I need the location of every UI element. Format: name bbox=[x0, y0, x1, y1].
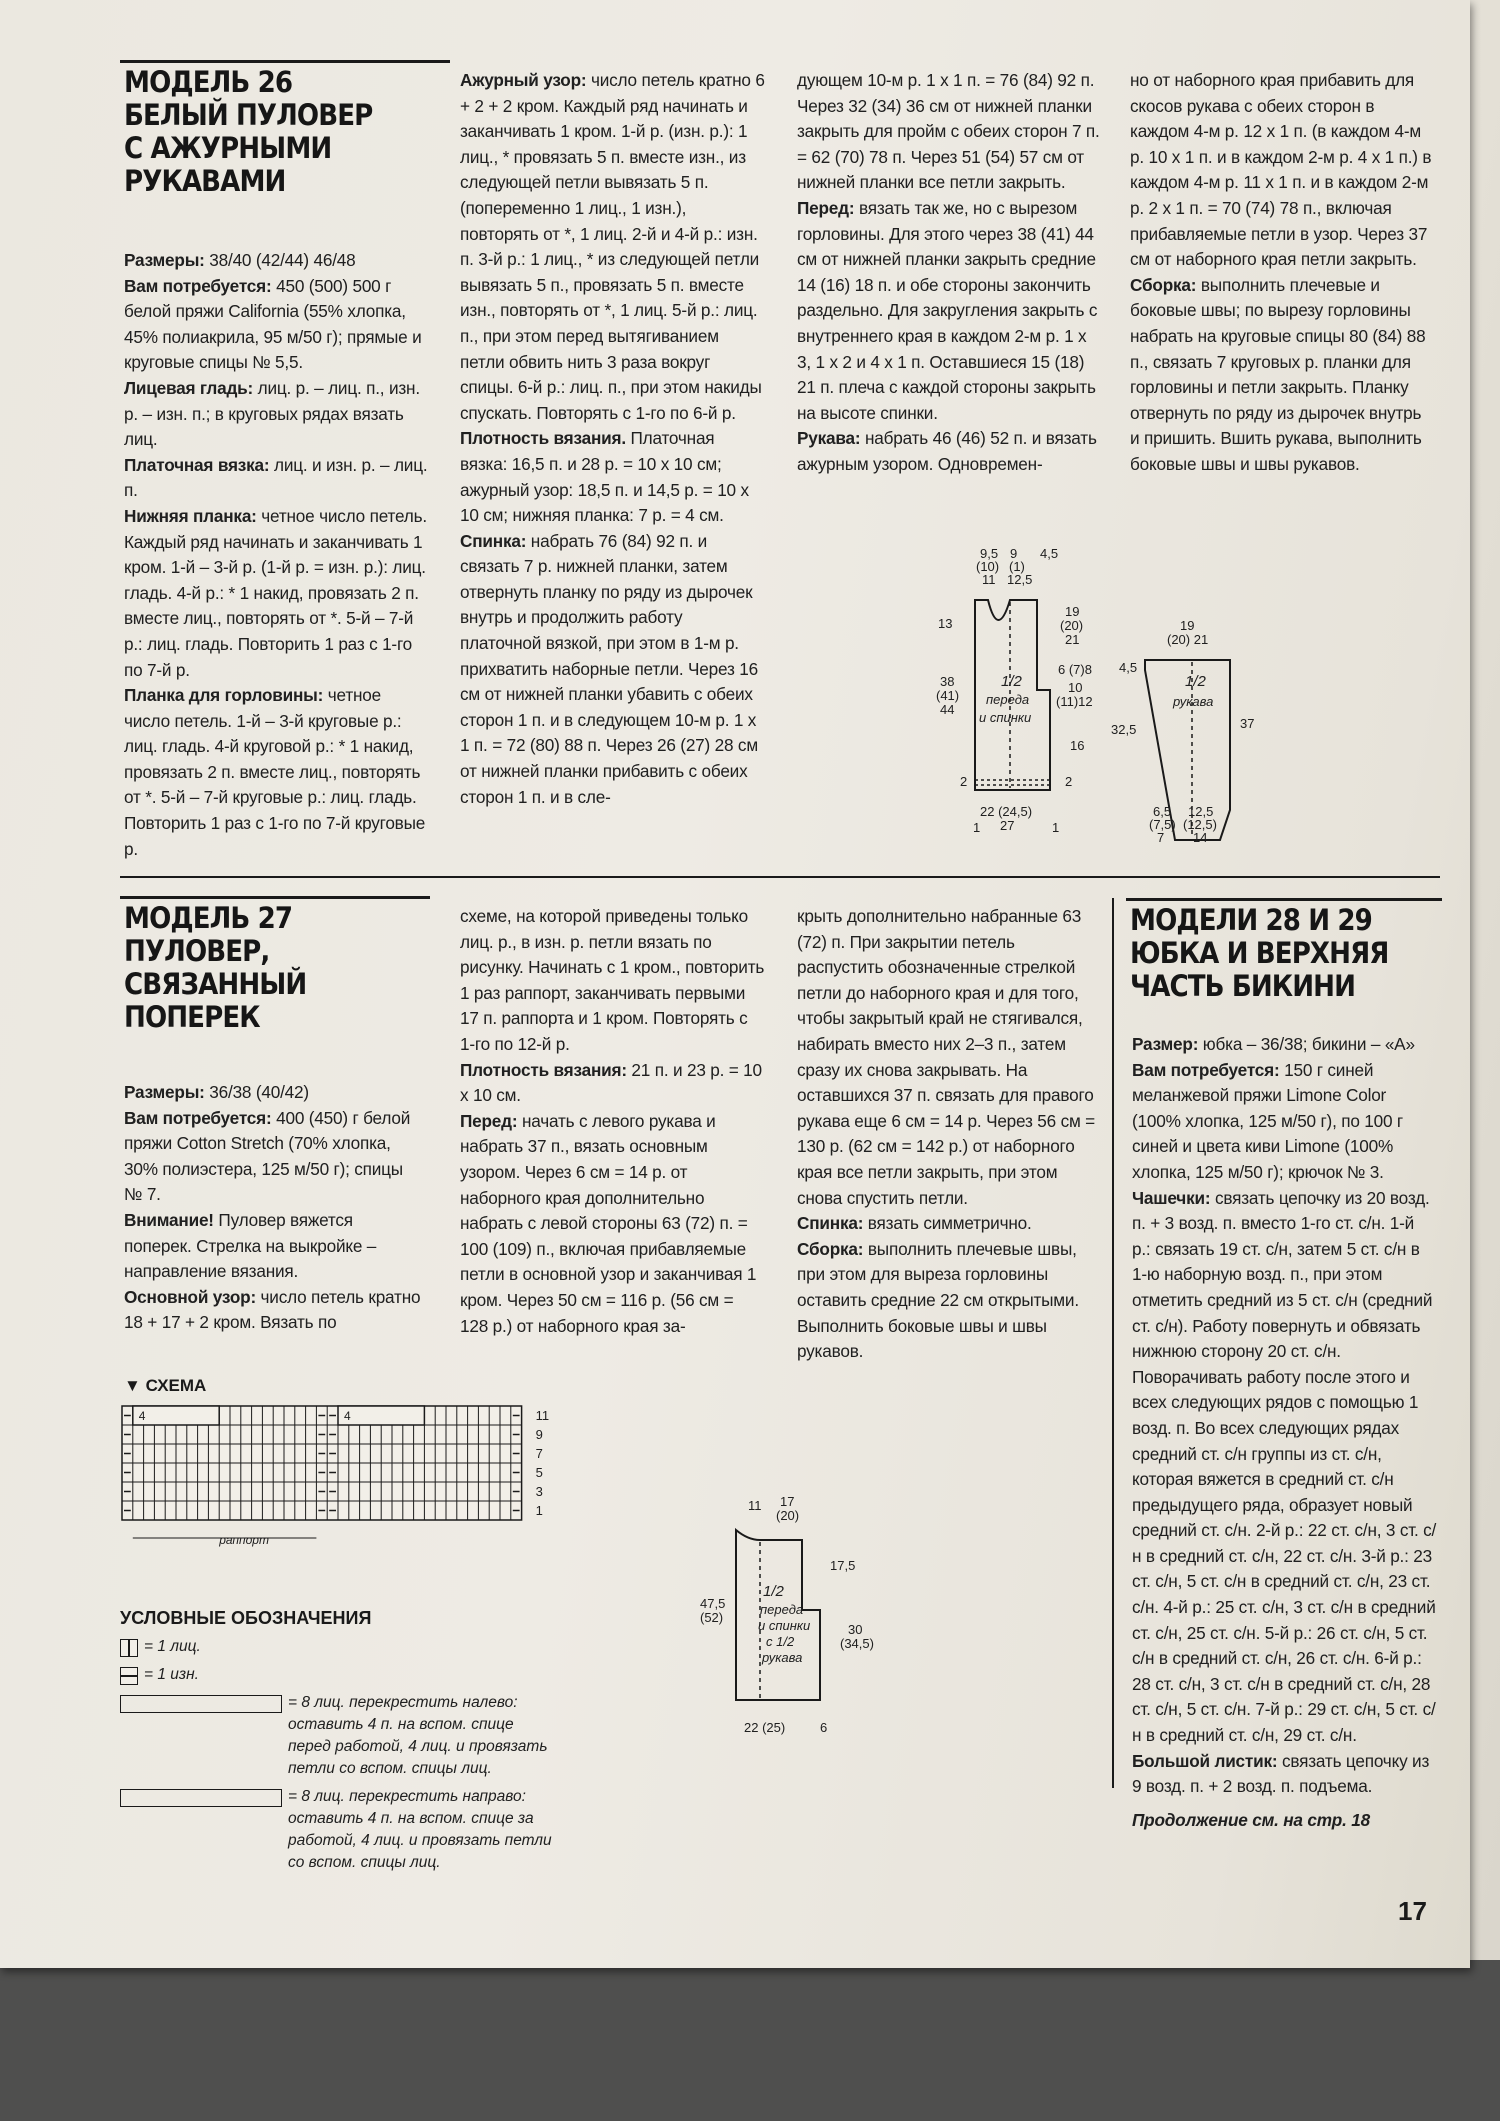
dim-label: (12,5) bbox=[1183, 817, 1217, 832]
legend-item bbox=[120, 1664, 560, 1686]
paragraph bbox=[1132, 1032, 1437, 1058]
m26-column-2 bbox=[460, 68, 765, 810]
paragraph-heading: Ажурный узор: bbox=[460, 70, 587, 90]
piece-label: 1/2 bbox=[1001, 673, 1022, 690]
piece-label: рукава bbox=[762, 1650, 803, 1665]
paragraph-text: дующем 10-м р. 1 x 1 п. = 76 (84) 92 п. Через 32 (34) 36 см от нижней планки закрыть для пройм с обеих сторон 7 п. = 62 (70) 78 п. Через 51 (54) 57 см от нижней планки все петли закрыть. bbox=[797, 70, 1100, 193]
paragraph bbox=[797, 68, 1102, 196]
cable-cross-symbol bbox=[338, 1406, 424, 1425]
paragraph-text: начать с левого рукава и набрать 37 п., вязать основным узором. Через 6 см = 14 р. от наборного края дополнительно набрать с левой стороны 63 (72) п. = 100 (109) п., включая прибавляемые петли в основной узор и заканчивая 1 кром. Через 50 см = 116 р. (56 см = 128 р.) от наборного края за- bbox=[460, 1110, 757, 1336]
legend-text: = 8 лиц. перекрестить направо: оставить 4 п. на вспом. спице за работой, 4 лиц. и провязать петли со вспом. спицы лиц. bbox=[288, 1788, 552, 1871]
title-line: ЧАСТЬ БИКИНИ bbox=[1130, 969, 1356, 1003]
paragraph-heading: Рукава: bbox=[797, 428, 861, 449]
paragraph-text: набрать 76 (84) 92 п. и связать 7 р. нижней планки, затем отвернуть планку по ряду из дырочек внутрь и продолжить работу платочной вязкой, при этом в 1-м р. прихватить наборные петли. Через 16 см от нижней планки убавить с обеих сторон 1 п. и в следующем 10-м р. 1 x 1 п. = 72 (80) 88 п. Через 26 (27) 28 см от нижней планки прибавить с обеих сторон 1 п. и в сле- bbox=[460, 530, 758, 807]
row-number: 7 bbox=[535, 1446, 543, 1461]
paragraph-text: 400 (450) г белой пряжи Cotton Stretch (70% хлопка, 30% полиэстера, 125 м/50 г); спицы № 7. bbox=[124, 1107, 411, 1205]
piece-label: с 1/2 bbox=[766, 1634, 795, 1649]
paragraph-heading: Плотность вязания: bbox=[460, 1059, 627, 1080]
dim-label: 7 bbox=[1157, 830, 1165, 845]
dim-label: 27 bbox=[1000, 818, 1015, 833]
dim-label: 4,5 bbox=[1119, 660, 1138, 675]
paragraph-heading: Спинка: bbox=[797, 1213, 864, 1234]
paragraph bbox=[1132, 1058, 1437, 1186]
chart-title bbox=[124, 1376, 206, 1396]
paragraph-text: лиц. р. – лиц. п., изн. р. – изн. п.; в круговых рядах вязать лиц. bbox=[124, 377, 420, 450]
dim-label: (20) bbox=[776, 1508, 800, 1523]
dim-label: (34,5) bbox=[840, 1636, 874, 1651]
paragraph-text: число петель кратно 6 + 2 + 2 кром. Каждый ряд начинать и заканчивать 1 кром. 1-й р. (изн. р.): 1 лиц., * провязать 5 п. вместе изн., из следующей петли вывязать 5 п. (попеременно 1 лиц., 1 изн.), повторять от *, 1 лиц. 2-й и 4-й р.: изн. п. 3-й р.: 1 лиц., * из следующей петли вывязать 5 п., провязать 5 п. вместе изн., повторять от *, 1 лиц. 5-й р.: лиц. п., при этом перед вытягиванием петли обвить нить 3 раза вокруг спицы. 6-й р.: лиц. п., при этом накиды спускать. Повторять с 1-го по 6-й р. bbox=[460, 70, 765, 423]
piece-label: и спинки bbox=[758, 1618, 811, 1633]
paragraph-heading: Большой листик: bbox=[1132, 1750, 1278, 1771]
paragraph-heading: Внимание! bbox=[124, 1209, 214, 1230]
piece-label: 1/2 bbox=[763, 1583, 784, 1600]
model-27-title bbox=[124, 902, 306, 1034]
sleeve-pattern-diagram bbox=[1105, 610, 1285, 850]
dim-label: 47,5 bbox=[700, 1596, 726, 1611]
dim-label: 13 bbox=[938, 616, 953, 631]
knitting-chart bbox=[120, 1402, 560, 1572]
dim-label: (52) bbox=[700, 1610, 724, 1625]
paragraph-text: связать цепочку из 20 возд. п. + 3 возд. п. вместо 1-го ст. с/н. 1-й р.: связать 19 ст. с/н, затем 5 ст. с/н в 1-ю наборную возд. п., при этом отметить средний из 5 ст. с/н (средний ст. с/н). Работу повернуть и обвязать нижнюю сторону 20 ст. с/н. Поворачивать работу после этого и всех следующих рядов с помощью 1 возд. п. Во всех следующих рядах средний ст. с/н группы из ст. с/н, которая вяжется в средний ст. с/н предыдущего ряда, образует новый средний ст. с/н. 2-й р.: 22 ст. с/н, 3 ст. с/н в средний ст. с/н, 22 ст. с/н. 3-й р.: 23 ст. с/н, 5 ст. с/н в средний ст. с/н, 23 ст. с/н. 4-й р.: 25 ст. с/н, 3 ст. с/н в средний ст. с/н, 25 ст. с/н. 5-й р.: 26 ст. с/н, 5 ст. с/н в средний ст. с/н, 26 ст. с/н. 6-й р.: 28 ст. с/н, 3 ст. с/н в средний ст. с/н, 28 ст. с/н, 5 ст. с/н. 7-й р.: 29 ст. с/н, 5 ст. с/н в средний ст. с/н, 29 ст. с/н. bbox=[1132, 1187, 1437, 1746]
paragraph-heading: Планка для горловины: bbox=[124, 685, 324, 706]
paragraph bbox=[1130, 68, 1435, 273]
paragraph-text: четное число петель. Каждый ряд начинать и заканчивать 1 кром. 1-й – 3-й р. (1-й р. = изн. р.): лиц. гладь. 4-й р.: * 1 накид, провязать 2 п. вместе лиц., повторять от *. 5-й – 7-й р.: лиц. гладь. Повторить 1 раз с 1-го по 7-й р. bbox=[124, 505, 427, 680]
dim-label: 12,5 bbox=[1007, 572, 1033, 587]
title-line: МОДЕЛЬ 26 bbox=[124, 65, 293, 99]
m28-column bbox=[1132, 1032, 1437, 1800]
paragraph bbox=[460, 904, 765, 1058]
paragraph bbox=[124, 274, 428, 376]
cable-cross-symbol bbox=[133, 1406, 219, 1425]
title-rule bbox=[120, 896, 430, 899]
cable-count: 4 bbox=[138, 1409, 146, 1423]
dim-label: (1) bbox=[1009, 559, 1025, 574]
paragraph-heading: Сборка: bbox=[797, 1238, 864, 1259]
dim-label: 2 bbox=[960, 774, 968, 789]
dim-label: 19 bbox=[1065, 604, 1080, 619]
column-rule bbox=[1112, 898, 1114, 1788]
paragraph-heading: Размеры: bbox=[124, 250, 205, 270]
paragraph-text: Пуловер вяжется поперек. Стрелка на выкройке – направление вязания. bbox=[124, 1209, 377, 1282]
paragraph bbox=[124, 504, 428, 683]
row-number: 3 bbox=[535, 1484, 543, 1499]
paragraph-heading: Спинка: bbox=[460, 530, 527, 551]
dim-label: 22 (25) bbox=[744, 1720, 786, 1735]
paragraph bbox=[124, 1208, 424, 1285]
legend-title: УСЛОВНЫЕ ОБОЗНАЧЕНИЯ bbox=[120, 1608, 372, 1628]
dim-label: 12,5 bbox=[1188, 804, 1214, 819]
dim-label: 37 bbox=[1240, 716, 1255, 731]
dim-label: 6 bbox=[820, 1720, 828, 1735]
piece-label: 1/2 bbox=[1185, 673, 1206, 690]
paragraph-heading: Лицевая гладь: bbox=[124, 377, 254, 398]
paragraph bbox=[124, 1285, 424, 1336]
legend-list bbox=[120, 1636, 560, 1880]
knit-symbol-icon bbox=[120, 1639, 138, 1657]
paragraph bbox=[124, 1080, 424, 1106]
paragraph bbox=[460, 426, 765, 528]
paragraph-heading: Размеры: bbox=[124, 1082, 205, 1102]
dim-label: 17,5 bbox=[830, 1558, 856, 1573]
piece-label: рукава bbox=[1173, 694, 1214, 709]
paragraph-heading: Нижняя планка: bbox=[124, 505, 257, 526]
continued-note[interactable]: Продолжение см. на стр. 18 bbox=[1132, 1810, 1370, 1830]
dim-label: 2 bbox=[1065, 774, 1073, 789]
piece-label: и спинки bbox=[979, 710, 1032, 725]
title-line: БЕЛЫЙ ПУЛОВЕР bbox=[124, 98, 373, 132]
dim-label: 9,5 bbox=[980, 546, 999, 561]
paragraph-text: Платочная вязка: 16,5 п. и 28 р. = 10 x 10 см; ажурный узор: 18,5 п. и 14,5 р. = 10 x 10 см; нижняя планка: 7 р. = 4 см. bbox=[460, 428, 749, 526]
paragraph bbox=[797, 904, 1102, 1211]
paragraph-heading: Плотность вязания. bbox=[460, 428, 626, 449]
paragraph bbox=[124, 1106, 424, 1208]
paragraph-text: четное число петель. 1-й – 3-й круговые р.: лиц. гладь. 4-й круговой р.: * 1 накид, провязать 2 п. вместе лиц., повторять от *. 5-й – 7-й круговые р.: лиц. гладь. Повторить 1 раз с 1-го по 7-й круговые р. bbox=[124, 685, 426, 859]
title-line: МОДЕЛЬ 27 bbox=[124, 901, 293, 935]
piece-label: переда bbox=[986, 692, 1030, 707]
model-26-title bbox=[124, 66, 372, 198]
paragraph-text: 38/40 (42/44) 46/48 bbox=[204, 250, 356, 270]
legend-item bbox=[120, 1692, 560, 1780]
paragraph-heading: Чашечки: bbox=[1132, 1187, 1211, 1208]
paragraph bbox=[124, 683, 428, 862]
dim-label: 44 bbox=[940, 702, 955, 717]
model-28-29-title bbox=[1130, 904, 1388, 1003]
legend-text: = 1 изн. bbox=[144, 1666, 199, 1683]
dim-label: 30 bbox=[848, 1622, 863, 1637]
m26-column-4 bbox=[1130, 68, 1435, 478]
paragraph bbox=[124, 248, 428, 274]
cable-count: 4 bbox=[344, 1409, 351, 1423]
dim-label: 1 bbox=[973, 820, 981, 835]
title-line: СВЯЗАННЫЙ bbox=[124, 967, 307, 1001]
dim-label: 6,5 bbox=[1153, 804, 1172, 819]
dim-label: 17 bbox=[780, 1494, 795, 1509]
paragraph bbox=[1130, 273, 1435, 478]
right-symbol-icon bbox=[120, 1789, 282, 1807]
m27-column-1 bbox=[124, 1080, 424, 1336]
purl-symbol-icon bbox=[120, 1667, 138, 1685]
title-line: С АЖУРНЫМИ bbox=[124, 131, 332, 165]
arrow-down-icon: ▼ bbox=[124, 1376, 141, 1395]
paragraph bbox=[797, 1237, 1102, 1365]
m27-column-3 bbox=[797, 904, 1102, 1365]
dim-label: 38 bbox=[940, 674, 955, 689]
legend-text: = 8 лиц. перекрестить налево: оставить 4 п. на вспом. спице перед работой, 4 лиц. и провязать петли со вспом. спицы лиц. bbox=[288, 1694, 548, 1777]
paragraph-text: но от наборного края прибавить для скосов рукава с обеих сторон в каждом 4-м р. 12 x 1 п. (в каждом 4-м р. 10 x 1 п. и в каждом 2-м р. 4 x 1 п.) в каждом 4-м р. 11 x 1 п. и в каждом 2-м р. 2 x 1 п. = 70 (74) 78 п., включая прибавляемые петли в узор. Через 37 см от наборного края петли закрыть. bbox=[1130, 70, 1432, 270]
title-rule bbox=[120, 60, 450, 63]
dim-label: 16 bbox=[1070, 738, 1085, 753]
paragraph bbox=[460, 1058, 765, 1109]
title-line: РУКАВАМИ bbox=[124, 164, 286, 198]
paragraph-text: юбка – 36/38; бикини – «А» bbox=[1198, 1034, 1415, 1054]
row-number: 11 bbox=[535, 1408, 550, 1423]
paragraph-text: 450 (500) 500 г белой пряжи California (55% хлопка, 45% полиакрила, 95 м/50 г); прямые и круговые спицы № 5,5. bbox=[124, 275, 422, 373]
paragraph-text: 150 г синей меланжевой пряжи Limone Color (100% хлопка, 125 м/50 г), по 100 г синей и цвета киви Limone (100% хлопка, 125 м/50 г); крючок № 3. bbox=[1132, 1059, 1403, 1182]
piece-label: переда bbox=[760, 1602, 804, 1617]
paragraph-text: выполнить плечевые и боковые швы; по вырезу горловины набрать на круговые спицы 80 (84) 88 п., связать 7 круговых р. планки для горловины и петли закрыть. Планку отвернуть по ряду из дырочек внутрь и пришить. Вшить рукава, выполнить боковые швы и швы рукавов. bbox=[1130, 274, 1426, 474]
legend-item bbox=[120, 1786, 560, 1874]
chart-title-text: СХЕМА bbox=[145, 1376, 207, 1395]
paragraph-heading: Вам потребуется: bbox=[124, 275, 272, 296]
paragraph-text: набрать 46 (46) 52 п. и вязать ажурным узором. Одновремен- bbox=[797, 428, 1097, 474]
paragraph-heading: Вам потребуется: bbox=[124, 1107, 272, 1128]
row-number: 1 bbox=[535, 1503, 543, 1518]
m27-column-2 bbox=[460, 904, 765, 1339]
paragraph-heading: Вам потребуется: bbox=[1132, 1059, 1280, 1080]
paragraph bbox=[460, 529, 765, 811]
paragraph bbox=[124, 453, 428, 504]
dim-label: 19 bbox=[1180, 618, 1195, 633]
title-line: ПУЛОВЕР, bbox=[124, 934, 270, 968]
row-number: 5 bbox=[535, 1465, 543, 1480]
dim-label: 21 bbox=[1065, 632, 1080, 647]
row-number: 9 bbox=[535, 1427, 543, 1442]
paragraph bbox=[797, 1211, 1102, 1237]
pullover-pattern-diagram bbox=[700, 1490, 920, 1750]
paragraph bbox=[124, 376, 428, 453]
dim-label: 10 bbox=[1068, 680, 1083, 695]
dim-label: 22 (24,5) bbox=[980, 804, 1033, 819]
m26-column-1 bbox=[124, 248, 428, 862]
dim-label: (11)12 bbox=[1056, 694, 1093, 709]
dim-label: (41) bbox=[936, 688, 960, 703]
dim-label: 9 bbox=[1010, 546, 1018, 561]
dim-label: (10) bbox=[976, 559, 1000, 574]
scan-background bbox=[0, 1960, 1500, 2121]
title-line: ПОПЕРЕК bbox=[124, 1000, 260, 1034]
title-rule bbox=[1126, 898, 1442, 901]
page-number: 17 bbox=[1398, 1896, 1427, 1926]
paragraph-heading: Перед: bbox=[460, 1110, 518, 1131]
paragraph-heading: Сборка: bbox=[1130, 274, 1197, 295]
paragraph-text: связать цепочку из 9 возд. п. + 2 возд. п. подъема. bbox=[1132, 1750, 1430, 1797]
paragraph-heading: Платочная вязка: bbox=[124, 454, 270, 475]
dim-label: 11 bbox=[982, 572, 996, 587]
paragraph-text: вязать симметрично. bbox=[863, 1213, 1032, 1234]
paragraph bbox=[1132, 1749, 1437, 1800]
paragraph bbox=[460, 68, 765, 426]
section-divider bbox=[120, 876, 1440, 878]
dim-label: 4,5 bbox=[1040, 546, 1059, 561]
dim-label: (20) bbox=[1060, 618, 1084, 633]
dim-label: 14 bbox=[1193, 830, 1208, 845]
paragraph-heading: Основной узор: bbox=[124, 1286, 256, 1307]
left-symbol-icon bbox=[120, 1695, 282, 1713]
paragraph-text: 36/38 (40/42) bbox=[204, 1082, 309, 1102]
paragraph bbox=[797, 426, 1102, 477]
dim-label: 11 bbox=[748, 1498, 762, 1513]
dim-label: (20) 21 bbox=[1167, 632, 1209, 647]
legend-item bbox=[120, 1636, 560, 1658]
dim-label: 1 bbox=[1052, 820, 1060, 835]
paragraph bbox=[460, 1109, 765, 1339]
paragraph-text: крыть дополнительно набранные 63 (72) п. При закрытии петель распустить обозначенные стрелкой петли до наборного края и для того, чтобы закрытый край не стягивался, набирать вместо них 2–3 п., затем сразу их снова закрывать. На оставшихся 37 п. связать для правого рукава еще 6 см = 14 р. Через 56 см = 130 р. (62 см = 142 р.) от наборного края все петли закрыть, при этом снова спустить петли. bbox=[797, 906, 1095, 1208]
paragraph-heading: Перед: bbox=[797, 197, 855, 218]
m26-column-3 bbox=[797, 68, 1102, 478]
paragraph-text: лиц. и изн. р. – лиц. п. bbox=[124, 454, 428, 501]
legend-text: = 1 лиц. bbox=[144, 1638, 201, 1655]
dim-label: 6 (7)8 bbox=[1058, 662, 1092, 677]
dim-label: (7,5) bbox=[1149, 817, 1176, 832]
title-line: ЮБКА И ВЕРХНЯЯ bbox=[1130, 936, 1389, 970]
title-line: МОДЕЛИ 28 И 29 bbox=[1130, 903, 1372, 937]
dim-label: 32,5 bbox=[1111, 722, 1137, 737]
repeat-label: раппорт bbox=[219, 1533, 269, 1547]
paragraph-heading: Размер: bbox=[1132, 1034, 1199, 1054]
paragraph-text: 21 п. и 23 р. = 10 x 10 см. bbox=[460, 1059, 762, 1106]
paragraph bbox=[1132, 1186, 1437, 1749]
paragraph-text: схеме, на которой приведены только лиц. р., в изн. р. петли вязать по рисунку. Начинать с 1 кром., повторить 1 раз раппорт, заканчивать первыми 17 п. раппорта и 1 кром. Повторять с 1-го по 12-й р. bbox=[460, 906, 765, 1054]
paragraph-text: число петель кратно 18 + 17 + 2 кром. Вязать по bbox=[124, 1286, 421, 1333]
paragraph bbox=[797, 196, 1102, 426]
paragraph-text: вязать так же, но с вырезом горловины. Для этого через 38 (41) 44 см от нижней планки закрыть средние 14 (16) 18 п. и обе стороны закончить раздельно. Для закругления закрыть с внутреннего края в каждом 2-м р. 1 x 3, 1 x 2 и 4 x 1 п. Оставшиеся 15 (18) 21 п. плеча с каждой стороны закрыть на высоте спинки. bbox=[797, 197, 1098, 423]
paragraph-text: выполнить плечевые швы, при этом для выреза горловины оставить средние 22 см открытыми. Выполнить боковые швы и швы рукавов. bbox=[797, 1238, 1079, 1362]
